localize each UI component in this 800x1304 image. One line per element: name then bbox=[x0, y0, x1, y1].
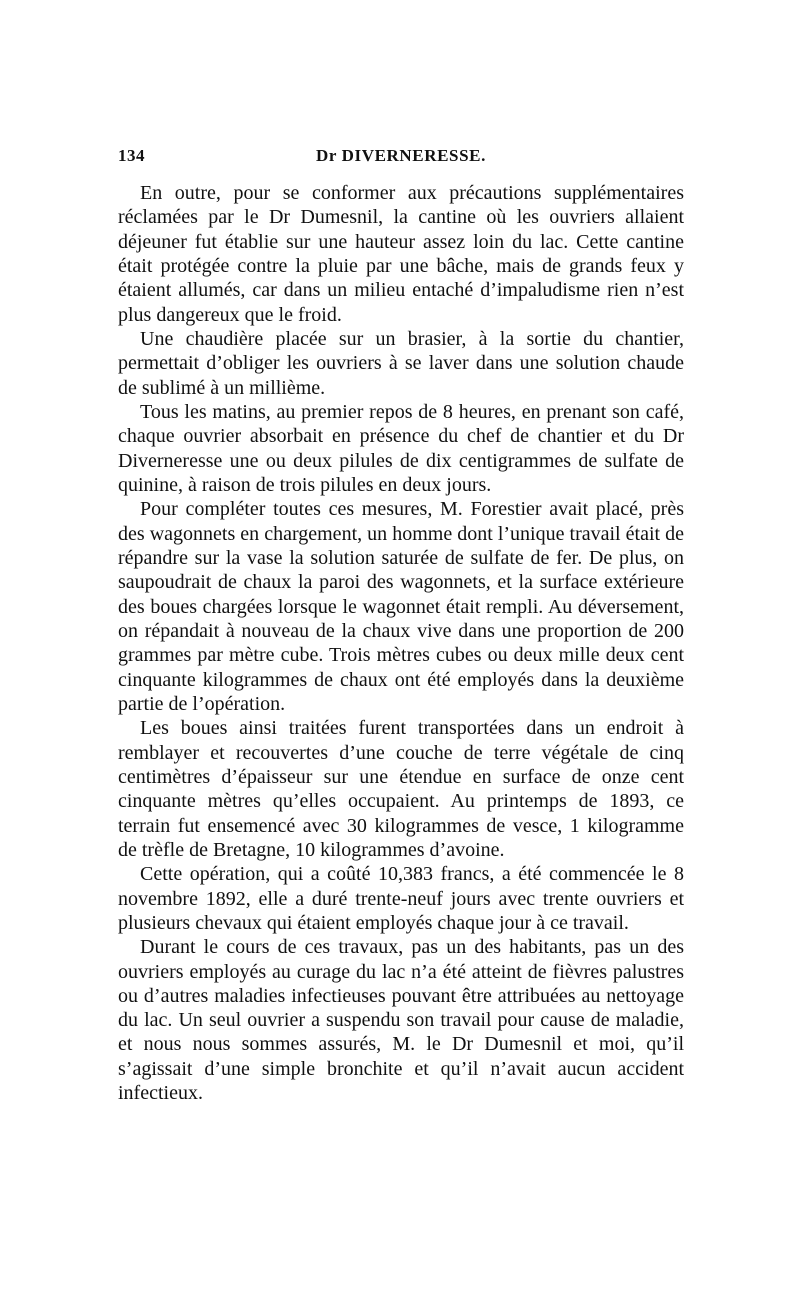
page-number: 134 bbox=[118, 146, 145, 165]
paragraph-quinine: Tous les matins, au premier repos de 8 heures, en prenant son café, chaque ouvrier absorbait en présence du chef de chantier et du Dr Diverneresse une ou deux pilules de dix centigrammes de sulfate de quinine, à raison de trois pilules en deux jours. bbox=[118, 400, 684, 496]
paragraph-travaux: Durant le cours de ces travaux, pas un des habitants, pas un des ouvriers employés au curage du lac n’a été atteint de fièvres palustres ou d’autres maladies infectieuses pouvant être attribuées au nettoyage du lac. Un seul ouvrier a suspendu son travail pour cause de maladie, et nous nous sommes assurés, M. le Dr Dumesnil et moi, qu’il s’agissait d’une simple bronchite et qu’il n’avait aucun accident infectieux. bbox=[118, 936, 684, 1105]
running-title: Dr DIVERNERESSE. bbox=[316, 146, 486, 165]
running-head bbox=[118, 146, 684, 172]
body-text bbox=[118, 181, 684, 1105]
paragraph-operation: Cette opération, qui a coûté 10,383 francs, a été commencée le 8 novembre 1892, elle a duré trente-neuf jours avec trente ouvriers et plusieurs chevaux qui étaient employés chaque jour à ce travail. bbox=[118, 863, 684, 934]
paragraph-cantine: En outre, pour se conformer aux précautions supplémentaires réclamées par le Dr Dumesnil, la cantine où les ouvriers allaient déjeuner fut établie sur une hauteur assez loin du lac. Cette cantine était protégée contre la pluie par une bâche, mais de grands feux y étaient allumés, car dans un milieu entaché d’impaludisme rien n’est plus dangereux que le froid. bbox=[118, 182, 684, 326]
paragraph-chaudiere: Une chaudière placée sur un brasier, à la sortie du chantier, permettait d’obliger les ouvriers à se laver dans une solution chaude de sublimé à un millième. bbox=[118, 327, 684, 399]
paragraph-mesures: Pour compléter toutes ces mesures, M. Forestier avait placé, près des wagonnets en chargement, un homme dont l’unique travail était de répandre sur la vase la solution saturée de sulfate de fer. De plus, on saupoudrait de chaux la paroi des wagonnets, et la surface extérieure des boues chargées lorsque le wagonnet était rempli. Au déversement, on répandait à nouveau de la chaux vive dans une proportion de 200 grammes par mètre cube. Trois mètres cubes ou deux mille deux cent cinquante kilogrammes de chaux ont été employés dans la deuxième partie de l’opération. bbox=[118, 498, 684, 715]
paragraph-boues: Les boues ainsi traitées furent transportées dans un endroit à remblayer et recouvertes d’une couche de terre végétale de cinq centimètres d’épaisseur sur une étendue en surface de onze cent cinquante mètres qu’elles occupaient. Au printemps de 1893, ce terrain fut ensemencé avec 30 kilogrammes de vesce, 1 kilogramme de trèfle de Bretagne, 10 kilogrammes d’avoine. bbox=[118, 717, 684, 861]
